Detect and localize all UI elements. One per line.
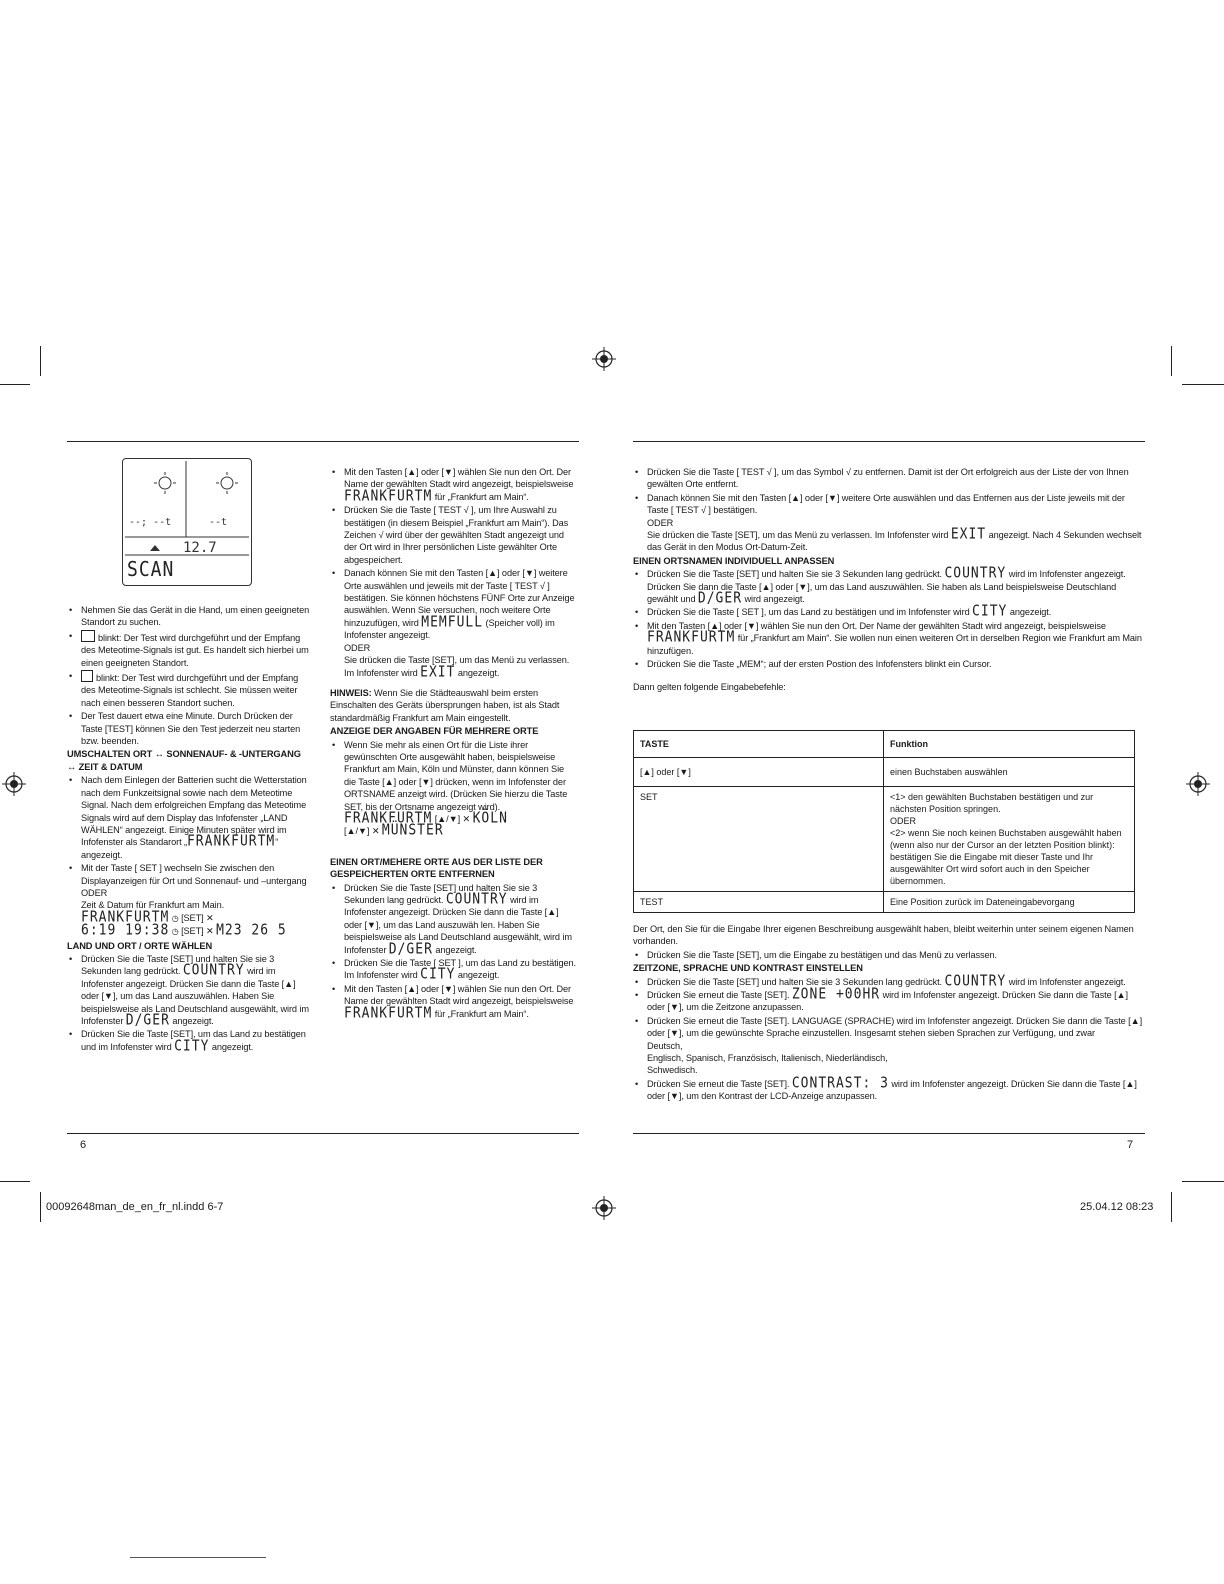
list-item: • Drücken Sie die Taste [SET] und halten Sie sie 3 Sekunden lang gedrückt. COUNTRY wird im Infofenster angezeigt. Drücken Sie dann die Taste [▲] oder [▼], um das Land auszuwählen. Haben Sie beispielsweise als Land Deutschland ausgewählt, wird im Infofenster D/GER angezeigt. [81,953,311,1027]
clock-icon: ◷ [171,913,179,923]
table-cell: einen Buchstaben auswählen [884,758,1135,787]
crop-mark [1182,1181,1224,1182]
list-item: • Drücken Sie die Taste [SET], um das Land zu bestätigen und im Infofenster wird CITY angezeigt. [81,1028,311,1053]
link-underline [130,1557,266,1558]
crop-mark [40,1192,41,1222]
table-row [634,892,1135,913]
bottom-rule-left [67,1133,579,1134]
list-item: • Der Test dauert etwa eine Minute. Durch Drücken der Taste [TEST] können Sie den Test jederzeit neu starten bzw. beenden. [81,710,311,747]
lcd-text: EXIT [420,663,456,681]
lcd-text: FRANKFURTM [81,908,170,926]
list-item: • Drücken Sie die Taste [SET] und halten Sie sie 3 Sekunden lang gedrückt. COUNTRY wird im Infofenster angezeigt. Drücken Sie dann die Taste [▲] oder [▼], um das Land auszuwäh len. Haben Sie beispielsweise als Land Deutschland ausgewählt, wird im Infofenster D/GER angezeigt. [344,882,576,956]
svg-text:--t: --t [209,517,228,528]
table-row [634,758,1135,787]
top-rule-right [633,441,1145,442]
list-item: • Drücken Sie erneut die Taste [SET]. CONTRAST: 3 wird im Infofenster angezeigt. Drücken Sie dann die Taste [▲] oder [▼], um den Kontrast der LCD-Anzeige anzupassen. [647,1078,1143,1103]
list-item: • Mit der Taste [ SET ] wechseln Sie zwischen den Displayanzeigen für Ort und Sonnenauf- und –untergang ODER Zeit & Datum für Frankfurt am Main. FRANKFURTM ◷ [SET] ✕ 6:19 19:38 ◷ [SET] ✕ M23 26 5 [81,862,311,938]
lcd-text: EXIT [950,525,987,544]
list-item: • Danach können Sie mit den Tasten [▲] oder [▼] weitere Orte auswählen und das Entfernen aus der Liste jeweils mit der Taste [ TEST √ ] bestätigen. ODER Sie drücken die Taste [SET], um das Menü zu verlassen. Im Infofenster wird EXIT angezeigt. Nach 4 Sekunden wechselt das Gerät in den Modus Ort-Datum-Zeit. [647,492,1143,554]
list-item: • Drücken Sie die Taste [ SET ], um das Land zu bestätigen und im Infofenster wird CITY angezeigt. [647,606,1143,618]
close-icon: ✕ [206,912,214,923]
list-item: • Mit den Tasten [▲] oder [▼] wählen Sie nun den Ort. Der Name der gewählten Stadt wird angezeigt, beispielsweise FRANKFURTM für „Frankfurt am Main“. [344,466,576,503]
table-header: Funktion [884,731,1135,758]
registration-mark-icon [2,772,26,796]
registration-mark-icon [592,1196,616,1220]
list-item: • Drücken Sie erneut die Taste [SET]. LANGUAGE (SPRACHE) wird im Infofenster angezeigt. Drücken Sie dann die Taste [▲] oder [▼], um die gewünschte Sprache einzustellen. Insgesamt stehen sieben Sprachen zur Verfügung, und zwar Deutsch, Englisch, Spanisch, Französisch, Italienisch, Niederländisch, Schwedisch. [647,1015,1143,1077]
list-item: • Drücken Sie die Taste [ TEST √ ], um Ihre Auswahl zu bestätigen (in diesem Beispiel „Frankfurt am Main“). Das Zeichen √ wird über der gewählten Stadt angezeigt und der Ort wird in Ihrer persönlichen Liste gewählter Orte abgespeichert. [344,504,576,566]
heading: EINEN ORT/MEHERE ORTE AUS DER LISTE DER GESPEICHERTEN ORTE ENTFERNEN [330,856,543,880]
list-item: • Nach dem Einlegen der Batterien sucht die Wetterstation nach dem Funkzeitsignal sowie nach dem Meteotime Signal. Nach dem erfolgreichen Empfang das Meteotime Signals wird auf dem Display das Infofenster „LAND WÄHLEN“ angezeigt. Einige Minuten später wird im Infofenster als Standarort „FRANKFURTM“ angezeigt. [81,774,311,861]
heading: UMSCHALTEN ORT ↔ SONNENAUF- & -UNTERGANG ↔ ZEIT & DATUM [67,749,301,772]
list-item: • Drücken Sie die Taste [ SET ], um das Land zu bestätigen. Im Infofenster wird CITY angezeigt. [344,957,576,982]
lcd-text: KÖLN [472,809,508,827]
list-item: • blinkt: Der Test wird durchgeführt und der Empfang des Meteotime-Signals ist schlecht. Sie müssen weiter nach einen besseren Standort suchen. [81,670,311,709]
lcd-text: COUNTRY [944,565,1007,583]
lcd-text: CONTRAST: 3 [791,1074,889,1092]
clock-icon: ◷ [171,927,179,937]
list-item: • Drücken Sie die Taste [ TEST √ ], um das Symbol √ zu entfernen. Damit ist der Ort erfolgreich aus der Liste der von Ihnen gewälten Orte entfernt. [647,466,1143,491]
close-icon: ✕ [206,926,214,937]
svg-text:--; --t: --; --t [129,517,172,528]
list-item: • Drücken Sie die Taste [SET], um die Eingabe zu bestätigen und das Menü zu verlassen. [647,949,1143,961]
lcd-text: CITY [420,966,456,984]
crop-mark [1171,1192,1172,1222]
page-number-right: 7 [1127,1139,1134,1151]
heading: ZEITZONE, SPRACHE UND KONTRAST EINSTELLEN [633,963,863,974]
paragraph: Der Ort, den Sie für die Eingabe Ihrer eigenen Beschreibung ausgewählt haben, bleibt weiterhin unter seinem eigenen Namen vorhanden. [633,924,1134,947]
registration-mark-icon [1186,772,1210,796]
close-icon: ✕ [371,826,380,837]
left-column [67,604,311,1054]
table-cell: [▲] oder [▼] [634,758,884,787]
list-item: • blinkt: Der Test wird durchgeführt und der Empfang des Meteotime-Signals ist gut. Es handelt sich hierbei um einen geeigneten Standort. [81,630,311,669]
crop-mark [40,346,41,376]
right-column-lower [633,923,1143,1104]
lcd-text: CITY [174,1037,210,1055]
list-item: • Wenn Sie mehr als einen Ort für die Liste ihrer gewünschten Orte ausgewählt haben, beispielsweise Frankfurt am Main, Köln und Münster, dann können Sie die Taste [▲] oder [▼] drücken, wenn im Infofenster der ORTSNAME anzeigt wird. (Drücken Sie hierzu die Taste SET, bis der Ortsname angezeigt wird). FRANKFURTM [▲/▼] ✕ KÖLN [▲/▼] ✕ MÜNSTER [344,739,576,838]
list-item: • Mit den Tasten [▲] oder [▼] wählen Sie nun den Ort. Der Name der gewählten Stadt wird angezeigt, beispielsweise FRANKFURTM für „Frankfurt am Main“. [344,983,576,1020]
lcd-text: COUNTRY [944,972,1007,990]
paragraph: Dann gelten folgende Eingabebefehle: [633,681,786,692]
table-cell: Eine Position zurück im Dateneingabevorgang [884,892,1135,913]
table-header-row [634,731,1135,758]
lcd-text: COUNTRY [445,890,508,909]
list-item: • Mit den Tasten [▲] oder [▼] wählen Sie nun den Ort. Der Name der gewählten Stadt wird angezeigt, beispielsweise FRANKFURTM für „Frankfurt am Main“. Sie wollen nun einen weiteren Ort in derselben Region wie Frankfurt am Main hinzufügen. [647,620,1143,657]
close-icon: ✕ [462,813,471,824]
bad-signal-icon [81,670,93,682]
crop-mark [1171,346,1172,376]
lcd-display-illustration [122,458,252,586]
list-item: • Drücken Sie die Taste [SET] und halten Sie sie 3 Sekunden lang gedrückt. COUNTRY wird im Infofenster angezeigt. Drücken Sie dann die Taste [▲] oder [▼], um das Land auszuwählen. Sie haben als Land beispielsweise Deutschland gewählt und D/GER wird angezeigt. [647,568,1143,605]
heading: EINEN ORTSNAMEN INDIVIDUELL ANPASSEN [633,555,835,566]
lcd-text: M23 26 5 [216,921,287,940]
lcd-text: FRANKFURTM [344,1004,433,1022]
input-commands-table [633,730,1135,913]
lcd-text: 6:19 19:38 [81,921,170,940]
list-item: • Nehmen Sie das Gerät in die Hand, um einen geeigneten Standort zu suchen. [81,604,311,629]
lcd-text: ZONE +00HR [791,985,881,1004]
lcd-text: FRANKFURTM [344,809,433,827]
table-row [634,787,1135,892]
crop-mark [0,384,30,385]
lcd-text: FRANKFURTM [647,629,736,647]
table-cell: TEST [634,892,884,913]
lcd-text: FRANKFURTM [344,487,433,505]
bottom-rule-right [633,1133,1145,1134]
lcd-text: CITY [972,603,1008,621]
registration-mark-icon [592,347,616,371]
lcd-text: FRANKFURTM [186,833,276,851]
middle-column [330,466,576,1021]
list-item: • Drücken Sie die Taste [SET] und halten Sie sie 3 Sekunden lang gedrückt. COUNTRY wird im Infofenster angezeigt. [647,976,1143,988]
lcd-text: D/GER [697,589,743,608]
crop-mark [1182,384,1224,385]
crop-mark [0,1181,30,1182]
footer-date: 25.04.12 08:23 [1080,1201,1154,1213]
heading: LAND UND ORT / ORTE WÄHLEN [67,940,213,951]
list-item: • Drücken Sie erneut die Taste [SET]. ZONE +00HR wird im Infofenster angezeigt. Drücken Sie dann die Taste [▲] oder [▼], um die Zeitzone anzupassen. [647,989,1143,1014]
good-signal-icon [81,630,95,642]
footer-filename: 00092648man_de_en_fr_nl.indd 6-7 [46,1201,224,1213]
lcd-text: D/GER [388,940,433,958]
note: HINWEIS: Wenn Sie die Städteauswahl beim ersten Einschalten des Geräts übersprungen haben, ist als Stadt standardmäßig Frankfurt am Main eingestellt. [330,687,560,723]
lcd-text: D/GER [125,1011,170,1030]
lcd-text: MÜNSTER [381,822,444,840]
right-column [633,466,1143,694]
table-cell: <1> den gewählten Buchstaben bestätigen und zur nächsten Position springen. ODER <2> wenn Sie noch keinen Buchstaben ausgewählt haben (wenn also nur der Cursor an der letzten Position blinkt): bestätigen Sie die Eingabe mit dieser Taste und Ihr ausgewählter Ort wird sofort auch in den Speicher übernommen. [884,787,1135,892]
table-cell: SET [634,787,884,892]
top-rule-left [67,441,579,442]
lcd-text: MEMFULL [421,613,484,631]
heading: ANZEIGE DER ANGABEN FÜR MEHRERE ORTE [330,726,539,737]
page-number-left: 6 [80,1139,87,1151]
table-header: TASTE [634,731,884,758]
list-item: • Danach können Sie mit den Tasten [▲] oder [▼] weitere Orte auswählen und jeweils mit der Taste [ TEST √ ] bestätigen. Sie können höchstens FÜNF Orte zur Anzeige auswählen. Wenn Sie versuchen, noch weitere Orte hinzuzufügen, wird MEMFULL (Speicher voll) im Infofenster angezeigt. ODER Sie drücken die Taste [SET], um das Menü zu verlassen. Im Infofenster wird EXIT angezeigt. [344,567,576,679]
display-scan: SCAN [127,557,175,582]
list-item: • Drücken Sie die Taste „MEM“; auf der ersten Postion des Infofensters blinkt ein Cursor. [647,658,1143,670]
lcd-text: COUNTRY [182,962,245,980]
svg-text:12.7: 12.7 [183,540,217,556]
